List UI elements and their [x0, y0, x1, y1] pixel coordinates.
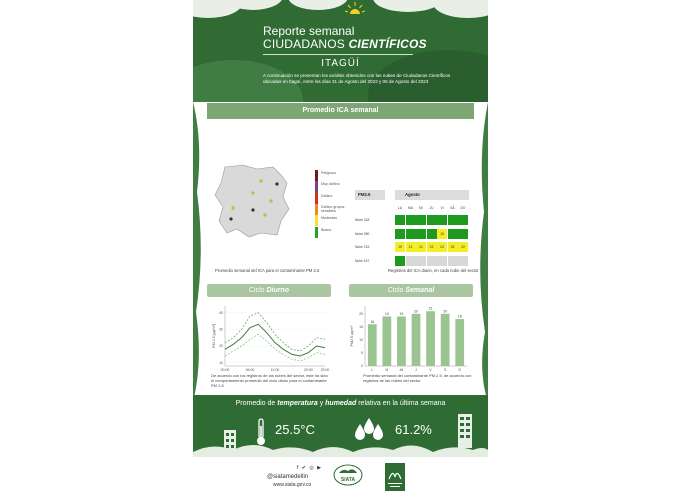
weather-title-bold: temperatura: [277, 400, 318, 407]
table-cell: 26: [448, 242, 458, 252]
y-axis-label: PM 2.5 [µg/m³]: [212, 324, 216, 348]
legend-label: Peligroso: [321, 171, 336, 175]
weekly-cycle-chart: [343, 300, 473, 376]
legend-swatch: [315, 204, 318, 215]
table-cell: [416, 215, 426, 225]
table-day-header: MA: [408, 206, 413, 210]
y-tick-label: 20: [219, 344, 223, 349]
legend-label: Moderado: [321, 216, 338, 221]
x-tick-label: Mi: [399, 368, 404, 372]
series-line: [225, 334, 325, 361]
bar-value-label: 21: [428, 306, 433, 311]
cycle-bold: Diurno: [266, 287, 290, 294]
table-cell: 15: [437, 229, 447, 239]
x-tick-label: 00:00: [220, 368, 230, 372]
title-bold: CIENTÍFICOS: [348, 37, 427, 51]
report-page: [193, 0, 488, 500]
x-tick-label: 23:00: [320, 368, 330, 372]
legend-label: Dañino: [321, 193, 333, 198]
table-cell: [458, 256, 468, 266]
left-leaf-border: [193, 102, 205, 402]
x-tick-label: V: [429, 368, 432, 372]
title-plain: CIUDADANOS: [263, 37, 346, 51]
sun-icon: [345, 2, 365, 14]
bar-value-label: 19: [399, 311, 404, 316]
y-tick-label: 10: [359, 338, 363, 343]
weather-title-text: y: [319, 400, 324, 407]
map-caption: Promedio semanal del ICA para el contaminante PM 2.5: [215, 268, 320, 273]
cycle-diurno-title: [207, 284, 331, 297]
weekly-caption: Promedio semanal del contaminante PM 2.5, de acuerdo con registros de las nubes del sector: [363, 373, 472, 383]
bar: [368, 324, 377, 366]
table-cell: [416, 256, 426, 266]
humidity-value: 61.2%: [395, 422, 432, 437]
weather-title: [193, 400, 488, 407]
city-name: ITAGÜÍ: [321, 58, 360, 69]
table-cell: [448, 229, 458, 239]
header-cloud: [288, 0, 348, 10]
x-tick-label: 06:00: [245, 368, 255, 372]
x-tick-label: S: [443, 368, 447, 372]
bar: [412, 314, 421, 366]
table-day-header: DO: [460, 206, 466, 210]
cycle-plain: Ciclo: [248, 287, 265, 294]
title-divider: [263, 54, 413, 55]
weather-title-bold: humedad: [325, 400, 357, 407]
report-title-line2: [263, 37, 427, 51]
x-tick-label: J: [415, 368, 417, 372]
itagui-map: [213, 163, 291, 238]
intro-text: A continuación se presentan los análisis obtenidos con las nubes de Ciudadanos Científicos ubicadas en Itagüí, entre los días 31 de Agosto del 2023 y 06 de Agosto del 2023: [263, 73, 451, 84]
table-day-header: JU: [429, 206, 434, 210]
table-cell: 23: [427, 242, 437, 252]
website-link[interactable]: www.siata.gov.co: [273, 482, 312, 488]
bar: [382, 316, 391, 366]
x-tick-label: 20:00: [303, 368, 313, 372]
table-cell: [406, 256, 416, 266]
diurnal-caption: De acuerdo con los registros de las nubes del sector, éste ha sido el comportamiento promedio del ciclo diario para el contaminante PM 2.5: [211, 373, 328, 388]
table-row-label: Nube 280: [355, 232, 370, 236]
table-cell: [395, 256, 405, 266]
legend-label: Bueno: [321, 227, 332, 232]
weather-title-text: relativa en la última semana: [358, 400, 446, 407]
series-line: [225, 313, 325, 351]
bar-value-label: 18: [457, 314, 462, 319]
bar-value-label: 20: [443, 309, 448, 314]
x-tick-label: D: [458, 368, 461, 372]
table-cell: [458, 215, 468, 225]
table-caption: Registros del ICA diario, en cada nube del sector: [388, 268, 479, 273]
humidity-drops-icon: [353, 418, 385, 442]
y-tick-label: 5: [361, 351, 363, 356]
y-tick-label: 10: [219, 360, 223, 365]
cycle-plain: Ciclo: [387, 287, 404, 294]
table-cell: [406, 215, 416, 225]
table-row-label: Nube 167: [355, 259, 370, 263]
bar: [441, 314, 450, 366]
cycle-bold: Semanal: [405, 287, 435, 294]
table-row-label: Nube 318: [355, 218, 370, 222]
table-day-header: MI: [419, 206, 423, 210]
bar: [426, 311, 435, 366]
y-tick-label: 0: [361, 364, 363, 369]
table-cell: [427, 215, 437, 225]
table-row-label: Nube 216: [355, 245, 370, 249]
table-cell: 21: [416, 242, 426, 252]
x-tick-label: M: [385, 368, 389, 372]
siata-logo-text: SIATA: [340, 477, 356, 483]
table-cell: [427, 256, 437, 266]
right-leaf-border: [476, 102, 488, 402]
table-cell: [395, 229, 405, 239]
legend-swatch: [315, 170, 318, 181]
table-cell: 23: [437, 242, 447, 252]
table-cell: 22: [458, 242, 468, 252]
table-cell: [416, 229, 426, 239]
x-tick-label: 12:00: [270, 368, 280, 372]
ica-section-title: Promedio ICA semanal: [207, 103, 474, 119]
bar-value-label: 16: [370, 319, 375, 324]
table-day-header: LU: [397, 206, 403, 210]
table-month: Agosto: [395, 190, 469, 200]
report-title-line1: Reporte semanal: [263, 24, 355, 38]
table-cell: [406, 229, 416, 239]
series-line: [225, 324, 325, 356]
diurnal-cycle-chart: [207, 300, 331, 376]
x-tick-label: L: [371, 368, 374, 372]
table-pollutant: PM2.5: [355, 190, 385, 200]
bar: [455, 319, 464, 366]
siata-logo: [333, 464, 363, 486]
header-cloud: [433, 0, 488, 18]
legend-swatch: [315, 215, 318, 226]
table-cell: [437, 256, 447, 266]
table-cell: 19: [395, 242, 405, 252]
legend-swatch: [315, 181, 318, 192]
weather-title-text: Promedio de: [235, 400, 276, 407]
social-icons: f ✔ ◎ ▶: [297, 465, 322, 471]
legend-swatch: [315, 193, 318, 204]
bar-value-label: 19: [384, 311, 389, 316]
table-day-header: SÁ: [450, 206, 455, 210]
y-tick-label: 30: [219, 327, 223, 332]
table-cell: [395, 215, 405, 225]
report-header: [193, 0, 488, 102]
table-cell: [437, 215, 447, 225]
bar: [397, 316, 406, 366]
table-cell: 21: [406, 242, 416, 252]
table-cell: [448, 215, 458, 225]
table-cell: [427, 229, 437, 239]
y-tick-label: 40: [219, 310, 223, 315]
table-cell: [448, 256, 458, 266]
temperature-value: 25.5°C: [275, 422, 315, 437]
legend-label: Muy dañino: [321, 182, 340, 187]
legend-swatch: [315, 227, 318, 238]
bar-value-label: 20: [414, 309, 418, 314]
y-tick-label: 15: [359, 325, 363, 330]
table-cell: [458, 229, 468, 239]
area-metropolitana-logo: [385, 463, 405, 491]
cycle-semanal-title: [349, 284, 473, 297]
social-handle[interactable]: @siatamedellin: [267, 474, 309, 480]
table-day-header: VI: [440, 206, 444, 210]
y-axis-label: PM2.5 µg/m³: [350, 325, 354, 347]
y-tick-label: 20: [359, 312, 363, 317]
legend-label: Dañino grupos sensibles: [321, 204, 345, 213]
